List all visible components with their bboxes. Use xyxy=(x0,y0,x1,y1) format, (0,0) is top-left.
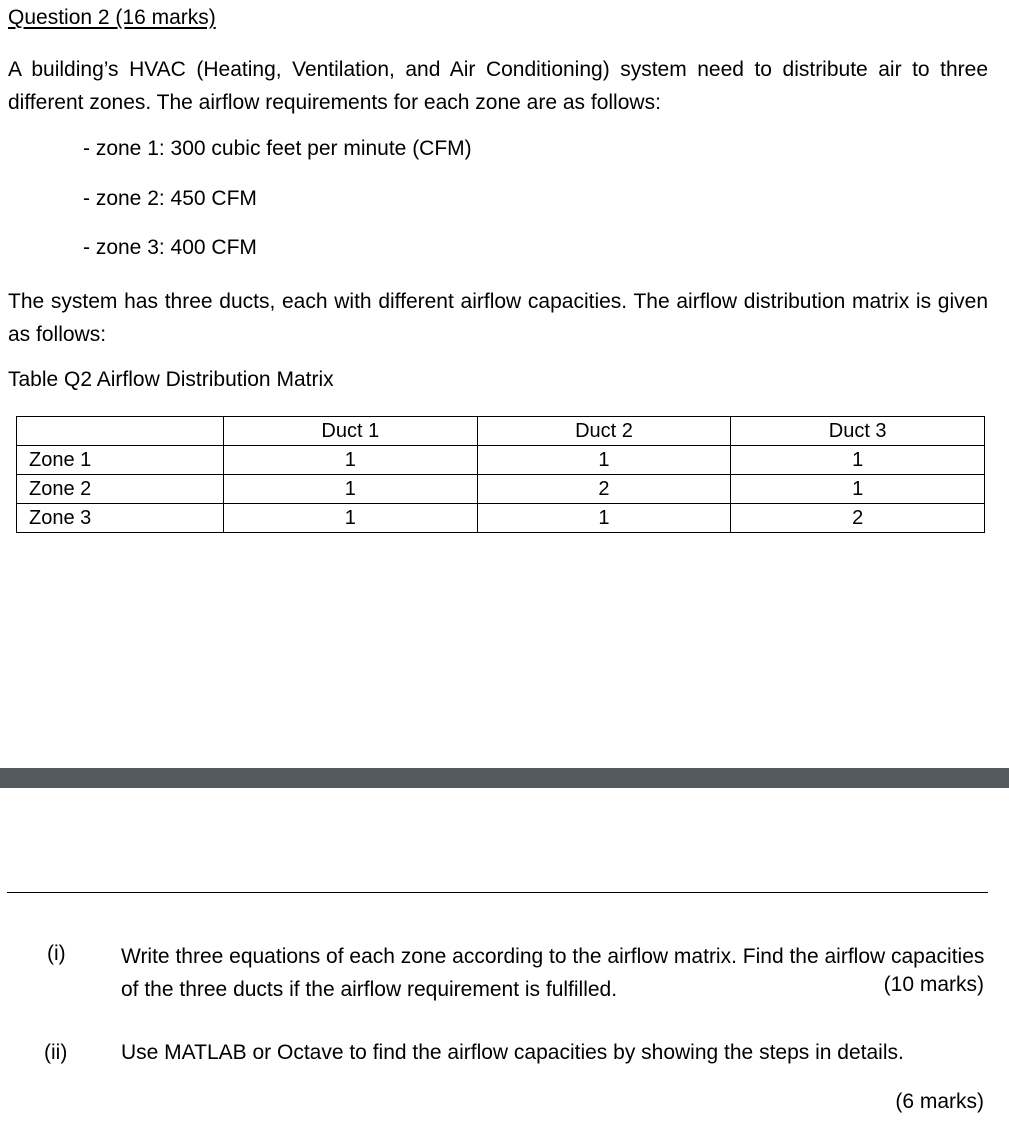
intro-paragraph: A building’s HVAC (Heating, Ventilation, and Air Conditioning) system need to distribute air to three different zones. The airflow requirements for each zone are as follows: xyxy=(8,58,988,114)
gray-separator-band xyxy=(0,768,1009,788)
table-corner-cell xyxy=(17,417,224,446)
part-i-text: Write three equations of each zone according to the airflow matrix. Find the airflow capacities of the three ducts if the airflow requirement is fulfilled. xyxy=(121,945,985,1001)
table-header-row xyxy=(17,417,985,446)
part-i-marks: (10 marks) xyxy=(883,973,984,996)
table-row xyxy=(17,504,985,533)
cell-value: 1 xyxy=(477,504,731,533)
header-duct-1: Duct 1 xyxy=(224,417,478,446)
part-i-number: (i) xyxy=(47,942,66,965)
part-ii-number: (ii) xyxy=(44,1041,68,1064)
row-label-zone-1: Zone 1 xyxy=(17,446,224,475)
airflow-distribution-table xyxy=(16,416,985,533)
row-label-zone-3: Zone 3 xyxy=(17,504,224,533)
horizontal-divider xyxy=(7,892,988,893)
cell-value: 1 xyxy=(224,504,478,533)
table-caption: Table Q2 Airflow Distribution Matrix xyxy=(8,368,334,391)
part-ii-marks: (6 marks) xyxy=(895,1090,984,1113)
zone-requirement-2: - zone 2: 450 CFM xyxy=(83,187,257,210)
header-duct-2: Duct 2 xyxy=(477,417,731,446)
system-paragraph: The system has three ducts, each with different airflow capacities. The airflow distribution matrix is given as follows: xyxy=(8,290,988,346)
table-row xyxy=(17,475,985,504)
cell-value: 1 xyxy=(477,446,731,475)
cell-value: 2 xyxy=(731,504,985,533)
cell-value: 1 xyxy=(224,446,478,475)
zone-requirement-1: - zone 1: 300 cubic feet per minute (CFM) xyxy=(83,137,472,160)
cell-value: 1 xyxy=(731,446,985,475)
cell-value: 1 xyxy=(731,475,985,504)
zone-requirement-3: - zone 3: 400 CFM xyxy=(83,236,257,259)
part-ii-text: Use MATLAB or Octave to find the airflow capacities by showing the steps in details. xyxy=(121,1041,904,1064)
table-row xyxy=(17,446,985,475)
cell-value: 1 xyxy=(224,475,478,504)
header-duct-3: Duct 3 xyxy=(731,417,985,446)
row-label-zone-2: Zone 2 xyxy=(17,475,224,504)
cell-value: 2 xyxy=(477,475,731,504)
question-title: Question 2 (16 marks) xyxy=(8,6,216,29)
